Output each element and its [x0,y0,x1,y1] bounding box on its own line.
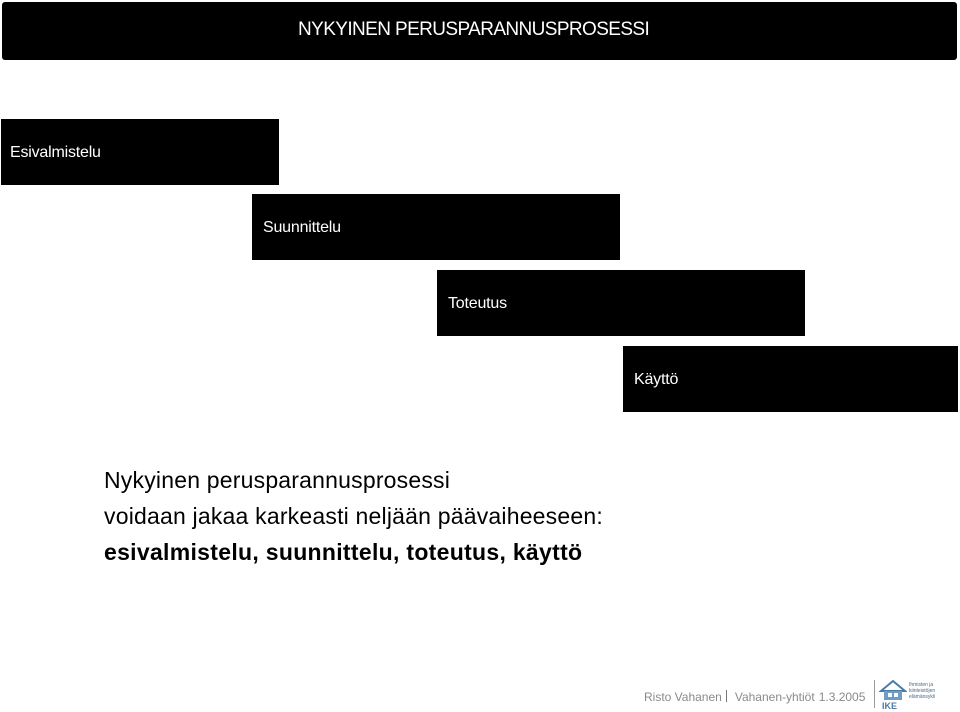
description-text [104,462,603,570]
logo-divider [874,680,875,708]
logo-tagline-line: kiinteistöjen [909,688,936,694]
phase-label: Esivalmistelu [10,144,101,161]
phase-bar-toteutus [437,270,805,336]
phase-label: Toteutus [448,295,507,312]
footer-author: Risto Vahanen [644,690,722,704]
footer-separator [726,690,727,702]
description-line-3: esivalmistelu, suunnittelu, toteutus, käyttö [104,539,583,565]
logo-wordmark: IKE [882,701,898,710]
house-icon [879,678,907,710]
footer-date: 1.3.2005 [818,690,866,704]
phase-label: Käyttö [634,371,679,388]
phase-label: Suunnittelu [263,219,341,236]
description-line-1: Nykyinen perusparannusprosessi [104,467,451,493]
ike-logo [874,678,954,710]
phase-bar-esivalmistelu [1,119,279,185]
logo-tagline-line: elämänsykli [909,694,936,700]
footer [644,690,865,704]
slide-title: NYKYINEN PERUSPARANNUSPROSESSI [298,19,650,40]
logo-tagline-line: Ihmisten ja [909,682,934,688]
logo-tagline [909,682,955,700]
title-bar [2,2,957,60]
description-line-2: voidaan jakaa karkeasti neljään päävaiheeseen: [104,503,603,529]
phase-bar-suunnittelu [252,194,620,260]
phase-bar-kaytto [623,346,958,412]
footer-company: Vahanen-yhtiöt [734,690,815,704]
